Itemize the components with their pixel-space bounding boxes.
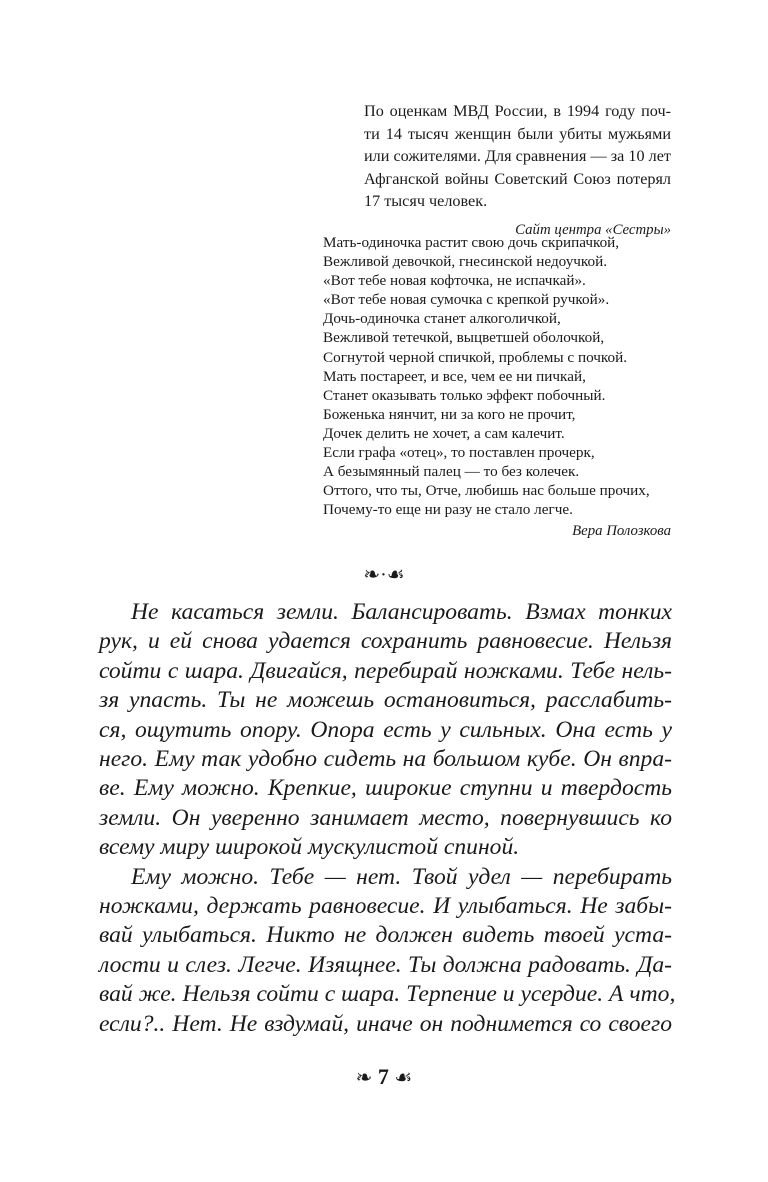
epigraph-source: Сайт центра «Сестры» xyxy=(515,221,671,238)
epigraph-line: или сожителями. Для сравнения — за 10 лет xyxy=(364,147,671,166)
poem-line: «Вот тебе новая сумочка с крепкой ручкой». xyxy=(323,291,610,309)
poem-line: Дочь-одиночка станет алкоголичкой, xyxy=(323,310,561,328)
body-line: всему миру широкой мускулистой спиной. xyxy=(99,834,520,861)
poem-line: Согнутой черной спичкой, проблемы с почкой. xyxy=(323,348,628,366)
page-footer xyxy=(0,1062,768,1093)
ornament-right-icon: ☙ xyxy=(394,1067,413,1089)
poem-line: Боженька нянчит, ни за кого не прочит, xyxy=(323,405,576,423)
body-line: вай же. Нельзя сойти с шара. Терпение и усердие. А что, xyxy=(99,981,676,1008)
epigraph-line: Афганской войны Советский Союз потерял xyxy=(364,169,671,188)
poem-line: А безымянный палец — то без колечек. xyxy=(323,463,580,481)
body-line: рук, и ей снова удается сохранить равновесие. Нельзя xyxy=(99,628,672,655)
poem-line: Почему-то еще ни разу не стало легче. xyxy=(323,501,573,519)
epigraph-text xyxy=(364,100,671,213)
body-line: если?.. Нет. Не вздумай, иначе он поднимется со своего xyxy=(99,1010,672,1037)
body-line: Не касаться земли. Балансировать. Взмах тонких xyxy=(131,599,672,625)
epigraph-quote xyxy=(364,100,671,242)
poem-epigraph xyxy=(323,233,671,542)
body-line: земли. Он уверенно занимает место, повернувшись ко xyxy=(99,804,672,831)
body-line: лости и слез. Легче. Изящнее. Ты должна радовать. Да- xyxy=(99,951,672,978)
poem-line: Мать-одиночка растит свою дочь скрипачкой, xyxy=(323,234,620,251)
poem-line: Вежливой тетечкой, выцветшей оболочкой, xyxy=(323,329,605,347)
epigraph-line: 17 тысяч человек. xyxy=(364,192,488,211)
poem-line: Оттого, что ты, Отче, любишь нас больше прочих, xyxy=(323,482,650,500)
epigraph-line: По оценкам МВД России, в 1994 году поч- xyxy=(364,102,671,120)
epigraph-line: ти 14 тысяч женщин были убиты мужьями xyxy=(364,124,671,143)
body-line: ся, ощутить опору. Опора есть у сильных. Она есть у xyxy=(99,716,672,743)
page-number: 7 xyxy=(377,1064,389,1089)
poem-author: Вера Полозкова xyxy=(572,523,671,540)
body-line: ве. Ему можно. Крепкие, широкие ступни и твердость xyxy=(99,775,672,802)
ornament-left-icon: ❧ xyxy=(355,1067,373,1089)
body-text xyxy=(99,598,676,1039)
body-line: ножками, держать равновесие. И улыбаться. Не забы- xyxy=(99,893,672,920)
body-line: зя упасть. Ты не можешь остановиться, расслабить- xyxy=(99,687,672,714)
poem-line: Станет оказывать только эффект побочный. xyxy=(323,386,606,404)
poem-line: Дочек делить не хочет, а сам калечит. xyxy=(323,424,565,442)
body-line: сойти с шара. Двигайся, перебирай ножками. Тебе нель- xyxy=(99,657,672,684)
poem-line: Мать постареет, и все, чем ее ни пичкай, xyxy=(323,367,586,385)
poem-line: Вежливой девочкой, гнесинской недоучкой. xyxy=(323,253,608,271)
body-line: него. Ему так удобно сидеть на большом кубе. Он впра- xyxy=(99,746,672,773)
poem-line: Если графа «отец», то поставлен прочерк, xyxy=(323,444,595,462)
section-separator-ornament: ❧·☙ xyxy=(363,564,405,586)
poem-line: «Вот тебе новая кофточка, не испачкай». xyxy=(323,272,586,290)
body-line: вай улыбаться. Никто не должен видеть твоей уста- xyxy=(99,922,672,949)
body-line: Ему можно. Тебе — нет. Твой удел — перебирать xyxy=(131,863,672,890)
